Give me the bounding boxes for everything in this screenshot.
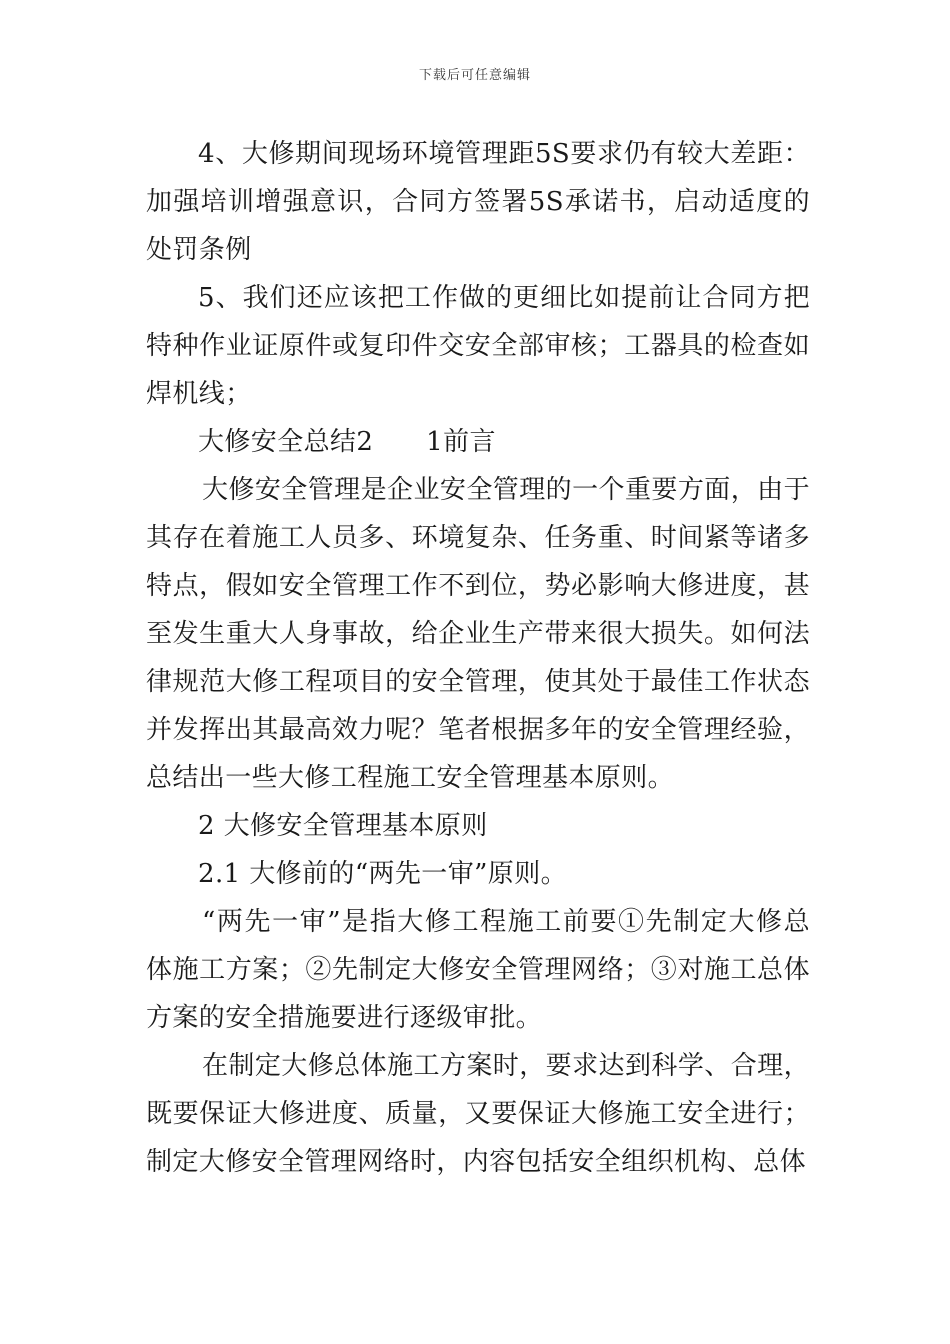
section-heading-preface: 大修安全总结2 1前言 <box>198 427 496 457</box>
paragraph-item-5: 5、我们还应该把工作做的更细比如提前让合同方把特种作业证原件或复印件交安全部审核；工器具的检查如焊机线； <box>146 283 810 409</box>
paragraph-construction-plan: 在制定大修总体施工方案时，要求达到科学、合理，既要保证大修进度、质量，又要保证大修施工安全进行；制定大修安全管理网络时，内容包括安全组织机构、总体 <box>146 1051 810 1177</box>
paragraph-two-first-one-review: “两先一审”是指大修工程施工前要①先制定大修总体施工方案；②先制定大修安全管理网络；③对施工总体方案的安全措施要进行逐级审批。 <box>146 907 810 1033</box>
paragraph-item-4: 4、大修期间现场环境管理距5S要求仍有较大差距：加强培训增强意识，合同方签署5S承诺书，启动适度的处罚条例 <box>146 139 810 265</box>
subsection-heading-2-1: 2.1 大修前的“两先一审”原则。 <box>198 859 567 889</box>
header-note: 下载后可任意编辑 <box>418 68 531 83</box>
paragraph-preface: 大修安全管理是企业安全管理的一个重要方面，由于其存在着施工人员多、环境复杂、任务重、时间紧等诸多特点，假如安全管理工作不到位，势必影响大修进度，甚至发生重大人身事故，给企业生产带来很大损失。如何法律规范大修工程项目的安全管理，使其处于最佳工作状态并发挥出其最高效力呢？笔者根据多年的安全管理经验，总结出一些大修工程施工安全管理基本原则。 <box>146 475 810 793</box>
section-heading-principles: 2 大修安全管理基本原则 <box>198 811 488 841</box>
document-body <box>146 130 810 1186</box>
